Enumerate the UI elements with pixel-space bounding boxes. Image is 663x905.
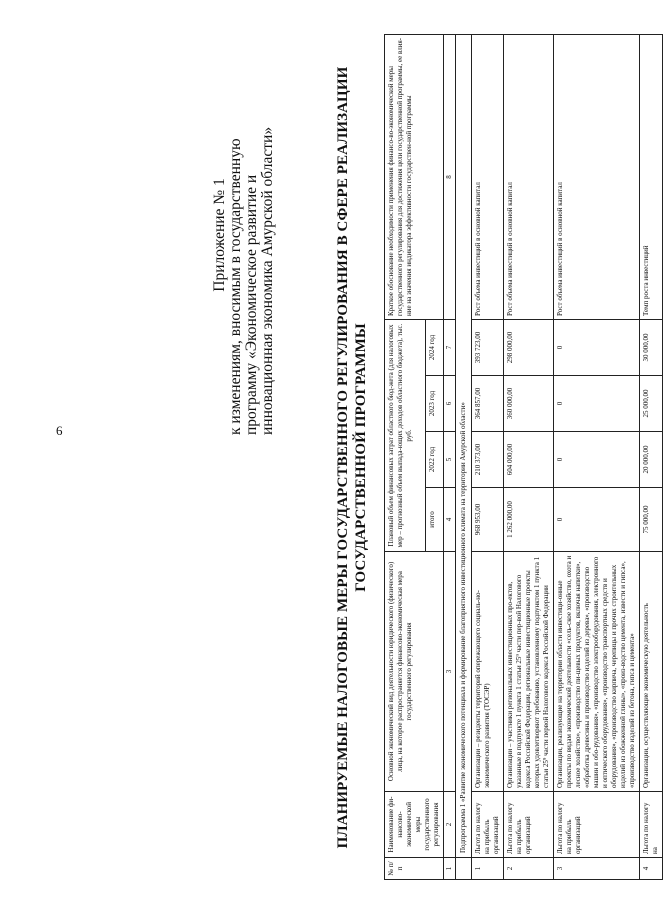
appendix-line: к изменениям, вносимым в государственную bbox=[227, 138, 244, 435]
table-row bbox=[504, 34, 554, 879]
header-activity: Основной экономический вид деятельности юридического (физического) лица, на которое распространяется финансово-экономическая мера государственного регулирования bbox=[385, 552, 444, 792]
column-number: 4 bbox=[444, 488, 456, 552]
row-2023: 360 000,00 bbox=[504, 376, 554, 432]
title-line: ГОСУДАРСТВЕННОЙ ПРОГРАММЫ bbox=[353, 323, 369, 592]
row-2023: 0 bbox=[554, 376, 640, 432]
header-total: итого bbox=[426, 488, 444, 552]
appendix-note bbox=[212, 35, 276, 435]
row-2022: 20 000,00 bbox=[640, 432, 663, 488]
row-measure-name: Льгота по налогу на прибыль организаций bbox=[554, 792, 640, 858]
row-2023: 25 000,00 bbox=[640, 376, 663, 432]
row-2024: 298 000,00 bbox=[504, 319, 554, 375]
subprogram-title: Подпрограмма 1 «Развитие экономического потенциала и формирование благоприятного инвестиционного климата на территории Амурской области» bbox=[456, 34, 472, 857]
column-number: 8 bbox=[444, 34, 456, 319]
appendix-line: программу «Экономическое развитие и bbox=[243, 174, 260, 435]
header-2024: 2024 год bbox=[426, 319, 444, 375]
column-number: 1 bbox=[444, 858, 456, 880]
header-row bbox=[385, 34, 426, 879]
column-number: 5 bbox=[444, 432, 456, 488]
row-justification: Рост объема инвестиций в основной капитал bbox=[504, 34, 554, 319]
table-row bbox=[554, 34, 640, 879]
column-number: 7 bbox=[444, 319, 456, 375]
row-num: 4 bbox=[640, 858, 663, 880]
row-2024: 0 bbox=[554, 319, 640, 375]
column-number-row bbox=[444, 34, 456, 879]
appendix-line: Приложение № 1 bbox=[211, 178, 228, 292]
header-2023: 2023 год bbox=[426, 376, 444, 432]
header-volume: Плановый объем финансовых затрат областного бюд-жета (для налоговых мер – прогнозный объем выпада-ющих доходов областного бюджета), тыс. руб. bbox=[385, 319, 426, 551]
row-num: 1 bbox=[472, 858, 504, 880]
row-measure-name: Льгота по налогу на прибыль организаций bbox=[472, 792, 504, 858]
row-total: 968 953,00 bbox=[472, 488, 504, 552]
header-justification: Краткое обоснование необходимости применения финансо-во-экономической меры государственного регулирования для достижения цели государственной программы, ее влия-ние на значения индикатора эффективности государствен-ной программы bbox=[385, 34, 444, 319]
blank-cell bbox=[456, 858, 472, 880]
row-activity: Организации – резиденты территорий опережающего социаль-но-экономического развития (ТОСЭР) bbox=[472, 552, 504, 792]
rotated-sheet bbox=[211, 35, 659, 880]
row-2023: 364 857,00 bbox=[472, 376, 504, 432]
row-2022: 0 bbox=[554, 432, 640, 488]
row-activity: Организации, осуществляющие экономическую деятельность bbox=[640, 552, 663, 792]
table-row bbox=[640, 34, 663, 879]
title-line: ПЛАНИРУЕМЫЕ НАЛОГОВЫЕ МЕРЫ ГОСУДАРСТВЕННОГО РЕГУЛИРОВАНИЯ В СФЕРЕ РЕАЛИЗАЦИИ bbox=[335, 66, 351, 849]
row-2024: 393 723,00 bbox=[472, 319, 504, 375]
row-num: 2 bbox=[504, 858, 554, 880]
column-number: 3 bbox=[444, 552, 456, 792]
column-number: 2 bbox=[444, 792, 456, 858]
row-total: 1 262 000,00 bbox=[504, 488, 554, 552]
row-justification: Темп роста инвестиций bbox=[640, 34, 663, 319]
row-measure-name: Льгота по налогу на bbox=[640, 792, 663, 858]
column-number: 6 bbox=[444, 376, 456, 432]
row-2022: 604 000,00 bbox=[504, 432, 554, 488]
tax-measures-table bbox=[384, 34, 663, 880]
page-number: 6 bbox=[56, 423, 63, 438]
header-num: № п/п bbox=[385, 858, 444, 880]
row-num: 3 bbox=[554, 858, 640, 880]
row-measure-name: Льгота по налогу на прибыль организаций bbox=[504, 792, 554, 858]
header-measure-name: Наименование фи-нансово-экономической меры государственного регулирования bbox=[385, 792, 444, 858]
header-2022: 2022 год bbox=[426, 432, 444, 488]
row-activity: Организации, реализующие на территории области инвестици-онные проекты по видам экономической деятельности «сель-ское хозяйство, охота и лесное хозяйство», «производство пи-щевых продуктов, включая напитки», «обработка древесины и производство изделий из дерева», «производство машин и обо-рудования», «производство электрооборудования, электронного и оптического оборудования», «производство транспортных средств и оборудования», «производство кирпича, черепицы и прочих строительных изделий из обожженной глины», «произ-водство цемента, извести и гипса», «производство изделий из бетона, гипса и цемента» bbox=[554, 552, 640, 792]
row-2024: 30 000,00 bbox=[640, 319, 663, 375]
row-activity: Организации – участники региональных инвестиционных про-ектов, указанные в подпункте 1 пункта 1 статьи 25⁹ части пер-вой Налогового кодекса Российской Федерации, региональные инвестиционные проекты которых удовлетворяют требованию, установленному подпунктом 1 пункта 1 статьи 25⁹ части первой Налогового кодекса Российской Федерации bbox=[504, 552, 554, 792]
appendix-line: инновационная экономика Амурской области» bbox=[259, 126, 276, 435]
document-title bbox=[334, 35, 370, 880]
row-total: 75 000,00 bbox=[640, 488, 663, 552]
row-2022: 210 373,00 bbox=[472, 432, 504, 488]
row-justification: Рост объема инвестиций в основной капитал bbox=[472, 34, 504, 319]
table-row bbox=[472, 34, 504, 879]
row-justification: Рост объема инвестиций в основной капитал bbox=[554, 34, 640, 319]
row-total: 0 bbox=[554, 488, 640, 552]
subprogram-row bbox=[456, 34, 472, 879]
